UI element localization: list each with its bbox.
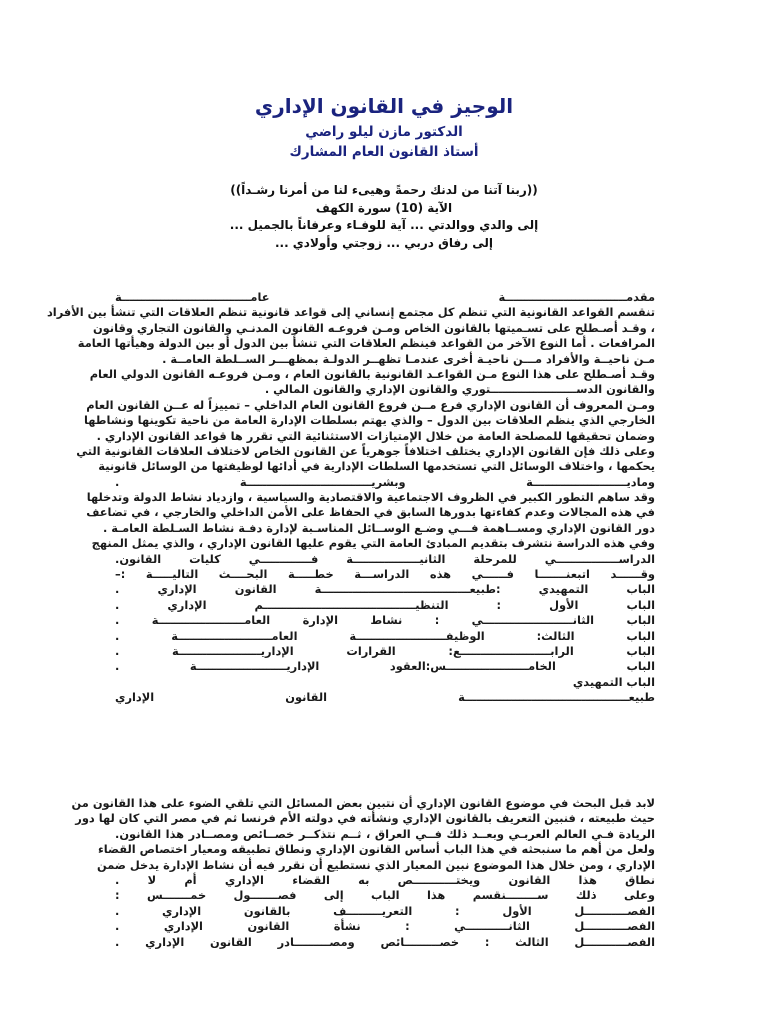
dedication-family: إلى رفاق دربي ... زوجتي وأولادي ... — [274, 235, 494, 250]
text-line: وفي هذه الدراسة نتشرف بتقديم المبادئ العامة التي يقوم عليها القانون الإداري ، والذي يمثل المنهج — [91, 536, 655, 551]
text-line: دور القانون الإداري ومســاهمة فـــي وضـع الوســائل المناسـبة لإدارة دفـة نشاط السـلطة العامـة . — [102, 520, 655, 535]
text-line: المرافعات . أما النوع الآخر من القواعد فينظم العلاقات التي تنشأ بين الدول أو بين الدولة وهيأتها العامة — [77, 336, 655, 351]
text-line: الإداري ، ومن خلال هذا الموضوع نبين المعيار الذي نستطيع أن نقرر فيه أن نشاط الإدارة يدخل ضمن — [97, 857, 655, 872]
text-line: حيث طبيعته ، فنبين التعريف بالقانون الإداري ونشأته في دولته الأم فرنسا ثم في مصر التي كان لها دور — [75, 811, 655, 826]
toc-entry: الباب الثالث: الوظيفـــــــــــــــــــــــة العامــــــــــــــــــــــــة . — [115, 628, 655, 643]
text-line: الخارجي الذي ينظم العلاقات بين الدول – والذي يهتم بسلطات الإدارة العامة من ناحية تكوينها ونشاطها — [83, 413, 655, 428]
text-line: وقـد أصـطلح على هذا النوع مـن القواعـد القانونية بالقانون العام ، ومـن فروعـه القانون الدولي العام — [89, 366, 655, 381]
toc-entry: الباب الخامـــــــــــــــــــــس:العقود الإداريـــــــــــــــــــــــة . — [115, 659, 655, 674]
text-line: ، وقـد أصـطلح على تسـميتها بالقانون الخاص ومـن فروعـه القانون المدنـي والقانون التجاري وقانون — [92, 320, 655, 335]
text-line: لابد قبل البحث في موضوع القانون الإداري أن نتبين بعض المسائل التي تلقي الضوء على هذا القانون من — [71, 796, 655, 810]
text-line: تنقسم القواعد القانونية التي تنظم كل مجتمع إنساني إلى قواعد قانونية تنظم العلاقات التي تنشأ بين الأفراد — [46, 305, 655, 320]
text-line: يحكمها ، واختلاف الوسائل التي تستخدمها السلطات الإدارية في أدائها لوظيفتها من الوسائل قانونية — [98, 459, 655, 474]
verse-line: ((ربنا آتنا من لدنك رحمةً وهيىء لنا من أمرنا رشـداً)) — [230, 183, 538, 197]
introduction-section — [46, 290, 655, 706]
section-subheading: طبيعــــــــــــــــــــــــــــــــــــــــــة القانون الإداري — [115, 690, 655, 705]
text-line: وقد ساهم التطور الكبير في الظروف الاجتماعية والاقتصادية والسياسية ، وازدياد نشاط الدولة وتدخلها — [86, 490, 655, 505]
chapter-entry: الفصـــــــــــل الثالث : خصـــــــــائص ومصـــــــــادر القانون الإداري . — [115, 934, 655, 949]
chapter-entry: الفصـــــــــــل الثانـــــــــــي : نشأة القانون الإداري . — [115, 919, 655, 934]
text-line: ومـن المعروف أن القانون الإداري فرع مــن فروع القانون العام الداخلي – تمييزاً له عــن القانون العام — [86, 397, 655, 412]
text-line: مـن ناحيــة والأفراد مـــن ناحيـة أخرى عندمـا تظهــر الدولـة بمظهـــر الســلطة العامــة . — [162, 351, 655, 366]
author-position: أستاذ القانون العام المشارك — [289, 144, 479, 160]
text-line: في هذه المجالات وعدم كفاءتها بدورها السابق في الحفاظ على الأمن الداخلي والخارجي ، في تضاعف — [86, 505, 655, 520]
chapter-entry: الفصـــــــــــل الأول : التعريـــــــــف بالقانون الإداري . — [115, 903, 655, 918]
text-line: ولعل من أهم ما سنبحثه في هذا الباب أساس القانون الإداري ونطاق تطبيقه ومعيار اختصاص القضاء — [97, 842, 655, 857]
text-line: وعلى ذلك ســــــــنقسم هذا الباب إلى فصـــــــول خمـــــــس : — [115, 888, 655, 903]
dedication-parents: إلى والدي ووالدتي ... آية للوفـاء وعرفاناً بالجميل ... — [229, 218, 539, 232]
toc-entry: الباب الثانـــــــــــــــــــــــي : نشاط الإدارة العامــــــــــــــــــــــة . — [115, 613, 655, 628]
toc-entry: الباب التمهيدي :طبيعــــــــــــــــــــــــــــــــــــــة القانون الإداري . — [115, 582, 655, 597]
toc-entry: الباب الأول : التنظيـــــــــــــــــــــــــــــــــــــــم الإداري . — [115, 597, 655, 612]
text-line: الريادة فـي العالم العربـي وبعــد ذلك فــي العراق ، ثــم نتذكــر خصــائص ومصــادر هذا القانون. — [115, 826, 655, 841]
section-heading-preliminary: الباب التمهيدي — [572, 674, 655, 689]
preliminary-section — [71, 796, 655, 950]
verse-reference: الآية (10) سورة الكهف — [315, 200, 453, 215]
dedication-block — [0, 182, 768, 252]
text-line: الدراســــــــــــــــي للمرحلة الثانيـــــــــــــــــة فـــــــــــــي كليات القانون. — [115, 551, 655, 566]
section-heading-introduction: مقدمـــــــــــــــــــــــــــــــة عامـــــــــــــــــــــــــــــــــة — [115, 290, 655, 304]
text-line: وقــــــد اتبعنـــــــا فــــــي هذه الدراســـة خطـــــة البحــــث التاليـــــة :– — [115, 567, 655, 582]
text-line: وضمان تحقيقها للمصلحة العامة من خلال الإمتيازات الاستثنائية التي تقرر ها قواعد القانون الإداري . — [96, 428, 655, 443]
text-line: والقانون الدســــــــــــــــــــــتوري والقانون الإداري والقانون المالي . — [264, 382, 655, 397]
text-line: نطاق هذا القانون ويختـــــــــــص به القضاء الإداري أم لا . — [115, 872, 655, 887]
book-title: الوجيز في القانون الإداري — [254, 94, 514, 118]
author-name: الدكتور مازن ليلو راضي — [305, 124, 463, 140]
text-line: ومادیــــــــــــــــــــــــة وبشريــــــــــــــــــــــــــــــــة . — [115, 474, 655, 489]
text-line: وعلى ذلك فإن القانون الإداري يختلف اختلافاً جوهرياً عن القانون الخاص لاختلاف العلاقات القانونية التي — [76, 443, 655, 458]
toc-entry: الباب الرابـــــــــــــــــــــــع: القرارات الإداريـــــــــــــــــــــة . — [115, 643, 655, 658]
